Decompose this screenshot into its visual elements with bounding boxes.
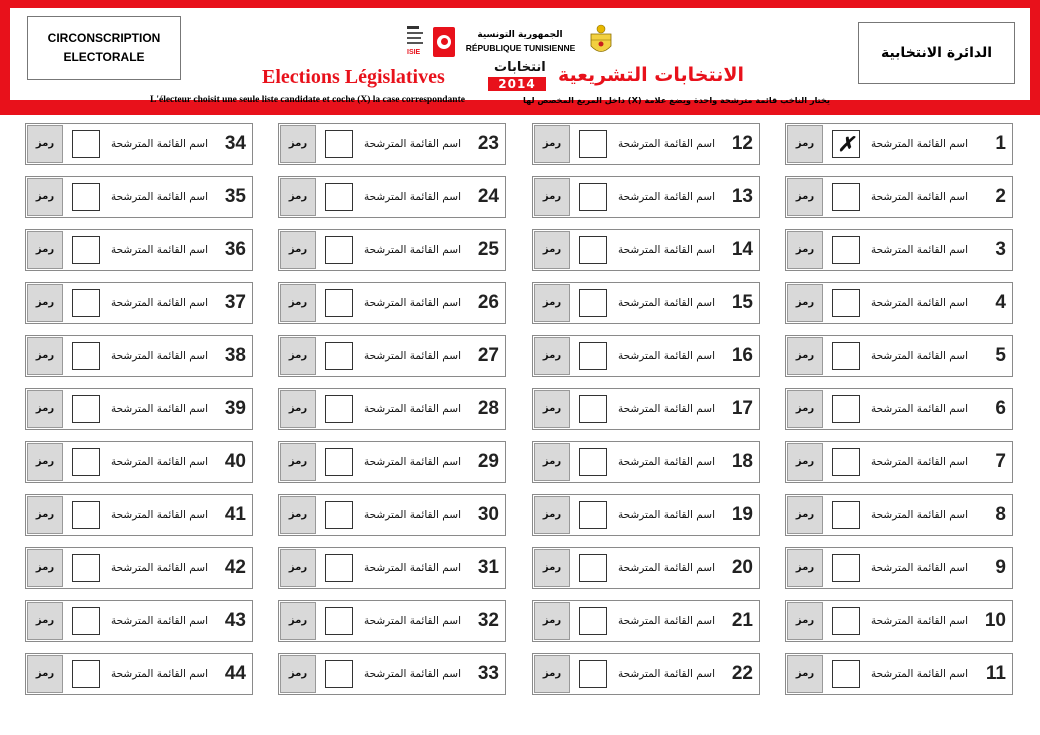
list-symbol-box: رمز xyxy=(27,231,63,269)
list-number: 7 xyxy=(995,451,1006,472)
republic-name-fr: RÉPUBLIQUE TUNISIENNE xyxy=(465,43,576,53)
list-symbol-box: رمز xyxy=(280,443,316,481)
list-symbol-box: رمز xyxy=(787,231,823,269)
ballot-row xyxy=(278,176,506,218)
list-symbol-box: رمز xyxy=(534,284,570,322)
list-name-label: اسم القائمة المترشحة xyxy=(364,668,461,680)
ballot-row xyxy=(532,176,760,218)
logo-word: انتخابات xyxy=(494,60,546,75)
vote-checkbox[interactable] xyxy=(579,554,607,582)
ballot-row xyxy=(785,494,1013,536)
ballot-row xyxy=(532,123,760,165)
ballot-row xyxy=(785,547,1013,589)
vote-checkbox[interactable] xyxy=(832,342,860,370)
ballot-row xyxy=(785,123,1013,165)
list-name-label: اسم القائمة المترشحة xyxy=(618,244,715,256)
list-symbol-box: رمز xyxy=(280,549,316,587)
ballot-row xyxy=(785,176,1013,218)
ballot-row xyxy=(25,229,253,271)
list-number: 9 xyxy=(995,557,1006,578)
list-number: 36 xyxy=(224,239,246,260)
list-number: 14 xyxy=(731,239,753,260)
list-number: 30 xyxy=(477,504,499,525)
vote-checkbox[interactable] xyxy=(72,448,100,476)
vote-checkbox[interactable] xyxy=(72,607,100,635)
vote-checkbox[interactable] xyxy=(832,607,860,635)
list-number: 21 xyxy=(731,610,753,631)
list-number: 23 xyxy=(477,133,499,154)
ballot-row xyxy=(25,282,253,324)
list-symbol-box: رمز xyxy=(280,602,316,640)
ballot-row xyxy=(25,441,253,483)
vote-checkbox[interactable] xyxy=(579,289,607,317)
logo-year: 2014 xyxy=(488,77,546,91)
list-name-label: اسم القائمة المترشحة xyxy=(364,350,461,362)
list-number: 26 xyxy=(477,292,499,313)
ballot-row xyxy=(785,388,1013,430)
list-number: 25 xyxy=(477,239,499,260)
list-symbol-box: رمز xyxy=(534,443,570,481)
vote-checkbox[interactable] xyxy=(832,289,860,317)
ballot-row xyxy=(278,653,506,695)
vote-checkbox[interactable] xyxy=(579,236,607,264)
list-symbol-box: رمز xyxy=(787,390,823,428)
list-number: 35 xyxy=(224,186,246,207)
list-name-label: اسم القائمة المترشحة xyxy=(618,668,715,680)
list-number: 43 xyxy=(224,610,246,631)
list-symbol-box: رمز xyxy=(787,125,823,163)
vote-checkbox[interactable] xyxy=(72,130,100,158)
list-symbol-box: رمز xyxy=(280,390,316,428)
list-number: 28 xyxy=(477,398,499,419)
list-name-label: اسم القائمة المترشحة xyxy=(618,615,715,627)
vote-checkbox[interactable] xyxy=(579,607,607,635)
list-number: 20 xyxy=(731,557,753,578)
vote-checkbox[interactable] xyxy=(72,342,100,370)
ballot-row xyxy=(25,653,253,695)
ballot-row xyxy=(278,547,506,589)
vote-checkbox[interactable] xyxy=(832,183,860,211)
ballot-row xyxy=(25,123,253,165)
list-number: 10 xyxy=(984,610,1006,631)
list-symbol-box: رمز xyxy=(27,602,63,640)
list-name-label: اسم القائمة المترشحة xyxy=(871,615,968,627)
list-number: 39 xyxy=(224,398,246,419)
vote-checkbox[interactable] xyxy=(832,501,860,529)
ballot-row xyxy=(785,653,1013,695)
list-number: 34 xyxy=(224,133,246,154)
list-name-label: اسم القائمة المترشحة xyxy=(618,138,715,150)
vote-checkbox[interactable] xyxy=(579,342,607,370)
ballot-row xyxy=(25,494,253,536)
vote-checkbox[interactable] xyxy=(325,289,353,317)
ballot-row xyxy=(278,600,506,642)
list-name-label: اسم القائمة المترشحة xyxy=(111,403,208,415)
ballot-row xyxy=(25,335,253,377)
ballot-row xyxy=(785,335,1013,377)
elections-2014-logo xyxy=(488,60,550,92)
list-name-label: اسم القائمة المترشحة xyxy=(111,191,208,203)
list-symbol-box: رمز xyxy=(787,178,823,216)
vote-checkbox[interactable] xyxy=(325,130,353,158)
ballot-row xyxy=(25,388,253,430)
ballot-row xyxy=(278,388,506,430)
list-name-label: اسم القائمة المترشحة xyxy=(364,191,461,203)
list-number: 19 xyxy=(731,504,753,525)
list-name-label: اسم القائمة المترشحة xyxy=(111,244,208,256)
list-number: 13 xyxy=(731,186,753,207)
ballot-row xyxy=(532,653,760,695)
title-fr: Elections Législatives xyxy=(262,66,445,88)
list-name-label: اسم القائمة المترشحة xyxy=(618,191,715,203)
list-symbol-box: رمز xyxy=(534,602,570,640)
list-symbol-box: رمز xyxy=(280,231,316,269)
list-name-label: اسم القائمة المترشحة xyxy=(871,297,968,309)
ballot-row xyxy=(532,600,760,642)
list-number: 24 xyxy=(477,186,499,207)
list-name-label: اسم القائمة المترشحة xyxy=(871,350,968,362)
list-number: 31 xyxy=(477,557,499,578)
list-name-label: اسم القائمة المترشحة xyxy=(111,297,208,309)
vote-checkbox[interactable] xyxy=(832,236,860,264)
list-symbol-box: رمز xyxy=(27,125,63,163)
list-symbol-box: رمز xyxy=(27,655,63,693)
isie-logo xyxy=(405,24,435,60)
list-name-label: اسم القائمة المترشحة xyxy=(364,244,461,256)
tunisia-flag-icon xyxy=(433,27,455,57)
ballot-row xyxy=(278,123,506,165)
ballot-row xyxy=(532,229,760,271)
list-name-label: اسم القائمة المترشحة xyxy=(111,562,208,574)
list-number: 22 xyxy=(731,663,753,684)
vote-checkbox[interactable] xyxy=(72,183,100,211)
list-symbol-box: رمز xyxy=(280,496,316,534)
list-symbol-box: رمز xyxy=(787,602,823,640)
list-name-label: اسم القائمة المترشحة xyxy=(111,456,208,468)
list-name-label: اسم القائمة المترشحة xyxy=(364,456,461,468)
list-name-label: اسم القائمة المترشحة xyxy=(618,509,715,521)
list-number: 5 xyxy=(995,345,1006,366)
ballot-row xyxy=(785,600,1013,642)
list-symbol-box: رمز xyxy=(534,231,570,269)
vote-checkbox[interactable] xyxy=(325,607,353,635)
list-number: 12 xyxy=(731,133,753,154)
vote-checkbox[interactable] xyxy=(325,554,353,582)
list-name-label: اسم القائمة المترشحة xyxy=(111,615,208,627)
list-name-label: اسم القائمة المترشحة xyxy=(871,562,968,574)
ballot-row xyxy=(532,494,760,536)
list-number: 18 xyxy=(731,451,753,472)
list-name-label: اسم القائمة المترشحة xyxy=(871,191,968,203)
list-symbol-box: رمز xyxy=(787,655,823,693)
list-symbol-box: رمز xyxy=(787,337,823,375)
list-name-label: اسم القائمة المترشحة xyxy=(871,138,968,150)
list-name-label: اسم القائمة المترشحة xyxy=(364,615,461,627)
vote-checkbox[interactable] xyxy=(325,236,353,264)
vote-checkbox[interactable] xyxy=(325,448,353,476)
vote-checkbox[interactable] xyxy=(579,501,607,529)
vote-checkbox[interactable] xyxy=(72,660,100,688)
title-ar: الانتخابات التشريعية xyxy=(558,64,745,86)
ballot-row xyxy=(278,335,506,377)
ballot-row xyxy=(278,229,506,271)
list-number: 32 xyxy=(477,610,499,631)
vote-checkbox[interactable] xyxy=(579,130,607,158)
list-name-label: اسم القائمة المترشحة xyxy=(111,350,208,362)
list-symbol-box: رمز xyxy=(787,284,823,322)
instruction-fr: L'électeur choisit une seule liste candidate et coche (X) la case correspondante xyxy=(150,95,465,105)
list-name-label: اسم القائمة المترشحة xyxy=(618,297,715,309)
list-symbol-box: رمز xyxy=(534,549,570,587)
list-symbol-box: رمز xyxy=(787,549,823,587)
list-number: 6 xyxy=(995,398,1006,419)
list-symbol-box: رمز xyxy=(787,443,823,481)
list-name-label: اسم القائمة المترشحة xyxy=(111,509,208,521)
list-symbol-box: رمز xyxy=(534,655,570,693)
list-number: 15 xyxy=(731,292,753,313)
vote-checkbox[interactable] xyxy=(325,395,353,423)
list-name-label: اسم القائمة المترشحة xyxy=(111,138,208,150)
list-name-label: اسم القائمة المترشحة xyxy=(871,509,968,521)
isie-text: ISIE xyxy=(407,49,421,56)
vote-checkbox[interactable] xyxy=(325,342,353,370)
list-number: 41 xyxy=(224,504,246,525)
list-name-label: اسم القائمة المترشحة xyxy=(871,668,968,680)
list-name-label: اسم القائمة المترشحة xyxy=(871,456,968,468)
list-name-label: اسم القائمة المترشحة xyxy=(618,350,715,362)
list-symbol-box: رمز xyxy=(534,337,570,375)
list-name-label: اسم القائمة المترشحة xyxy=(364,138,461,150)
list-number: 17 xyxy=(731,398,753,419)
list-number: 8 xyxy=(995,504,1006,525)
vote-checkbox[interactable] xyxy=(325,660,353,688)
ballot-row xyxy=(532,388,760,430)
list-symbol-box: رمز xyxy=(280,655,316,693)
list-symbol-box: رمز xyxy=(280,337,316,375)
list-number: 29 xyxy=(477,451,499,472)
list-name-label: اسم القائمة المترشحة xyxy=(618,562,715,574)
list-name-label: اسم القائمة المترشحة xyxy=(364,403,461,415)
vote-checkbox[interactable] xyxy=(579,395,607,423)
ballot-row xyxy=(785,229,1013,271)
list-name-label: اسم القائمة المترشحة xyxy=(364,562,461,574)
list-symbol-box: رمز xyxy=(27,178,63,216)
vote-checkbox[interactable] xyxy=(832,554,860,582)
circonscription-label-ar: الدائرة الانتخابية xyxy=(880,45,993,61)
ballot-row xyxy=(785,282,1013,324)
vote-checkbox[interactable] xyxy=(579,448,607,476)
vote-checkbox[interactable] xyxy=(72,395,100,423)
list-name-label: اسم القائمة المترشحة xyxy=(618,403,715,415)
list-symbol-box: رمز xyxy=(27,443,63,481)
vote-checkbox[interactable] xyxy=(579,660,607,688)
list-number: 40 xyxy=(224,451,246,472)
list-number: 3 xyxy=(995,239,1006,260)
list-symbol-box: رمز xyxy=(534,390,570,428)
list-number: 44 xyxy=(224,663,246,684)
ballot-row xyxy=(532,441,760,483)
ballot-row xyxy=(532,282,760,324)
list-number: 33 xyxy=(477,663,499,684)
vote-checkbox[interactable] xyxy=(72,236,100,264)
vote-checkbox[interactable] xyxy=(72,501,100,529)
vote-checkbox[interactable] xyxy=(72,289,100,317)
ballot-row xyxy=(25,600,253,642)
list-number: 11 xyxy=(985,663,1006,684)
ballot-row xyxy=(785,441,1013,483)
list-number: 1 xyxy=(995,133,1006,154)
republic-name-ar: الجمهورية التونسية xyxy=(477,30,563,40)
vote-checkbox[interactable] xyxy=(325,501,353,529)
circonscription-box-ar[interactable] xyxy=(858,22,1015,84)
list-name-label: اسم القائمة المترشحة xyxy=(364,297,461,309)
vote-checkbox[interactable]: ✗ xyxy=(832,130,860,158)
vote-checkbox[interactable] xyxy=(72,554,100,582)
list-symbol-box: رمز xyxy=(280,178,316,216)
list-name-label: اسم القائمة المترشحة xyxy=(618,456,715,468)
list-symbol-box: رمز xyxy=(280,125,316,163)
list-number: 2 xyxy=(995,186,1006,207)
vote-checkbox[interactable] xyxy=(832,395,860,423)
ballot-row xyxy=(25,176,253,218)
list-name-label: اسم القائمة المترشحة xyxy=(871,244,968,256)
list-symbol-box: رمز xyxy=(534,496,570,534)
list-name-label: اسم القائمة المترشحة xyxy=(871,403,968,415)
ballot-row xyxy=(25,547,253,589)
ballot-row xyxy=(532,547,760,589)
list-symbol-box: رمز xyxy=(534,178,570,216)
list-symbol-box: رمز xyxy=(787,496,823,534)
coat-of-arms-icon xyxy=(588,24,614,58)
list-symbol-box: رمز xyxy=(534,125,570,163)
circonscription-box-fr[interactable] xyxy=(27,16,181,80)
list-symbol-box: رمز xyxy=(280,284,316,322)
list-symbol-box: رمز xyxy=(27,496,63,534)
list-symbol-box: رمز xyxy=(27,284,63,322)
list-symbol-box: رمز xyxy=(27,549,63,587)
list-number: 27 xyxy=(477,345,499,366)
circonscription-label-fr: CIRCONSCRIPTION ELECTORALE xyxy=(47,31,161,64)
vote-checkbox[interactable] xyxy=(579,183,607,211)
list-number: 38 xyxy=(224,345,246,366)
ballot-row xyxy=(278,441,506,483)
vote-checkbox[interactable] xyxy=(325,183,353,211)
list-number: 4 xyxy=(995,292,1006,313)
ballot-row xyxy=(278,282,506,324)
list-number: 16 xyxy=(731,345,753,366)
list-name-label: اسم القائمة المترشحة xyxy=(111,668,208,680)
list-symbol-box: رمز xyxy=(27,337,63,375)
vote-checkbox[interactable] xyxy=(832,660,860,688)
ballot-row xyxy=(532,335,760,377)
list-name-label: اسم القائمة المترشحة xyxy=(364,509,461,521)
ballot-row xyxy=(278,494,506,536)
list-number: 37 xyxy=(224,292,246,313)
instruction-ar: يختار الناخب قائمة مترشحة واحدة ويضع علامة (X) داخل المربع المخصص لها xyxy=(523,95,830,105)
vote-checkbox[interactable] xyxy=(832,448,860,476)
list-symbol-box: رمز xyxy=(27,390,63,428)
list-number: 42 xyxy=(224,557,246,578)
